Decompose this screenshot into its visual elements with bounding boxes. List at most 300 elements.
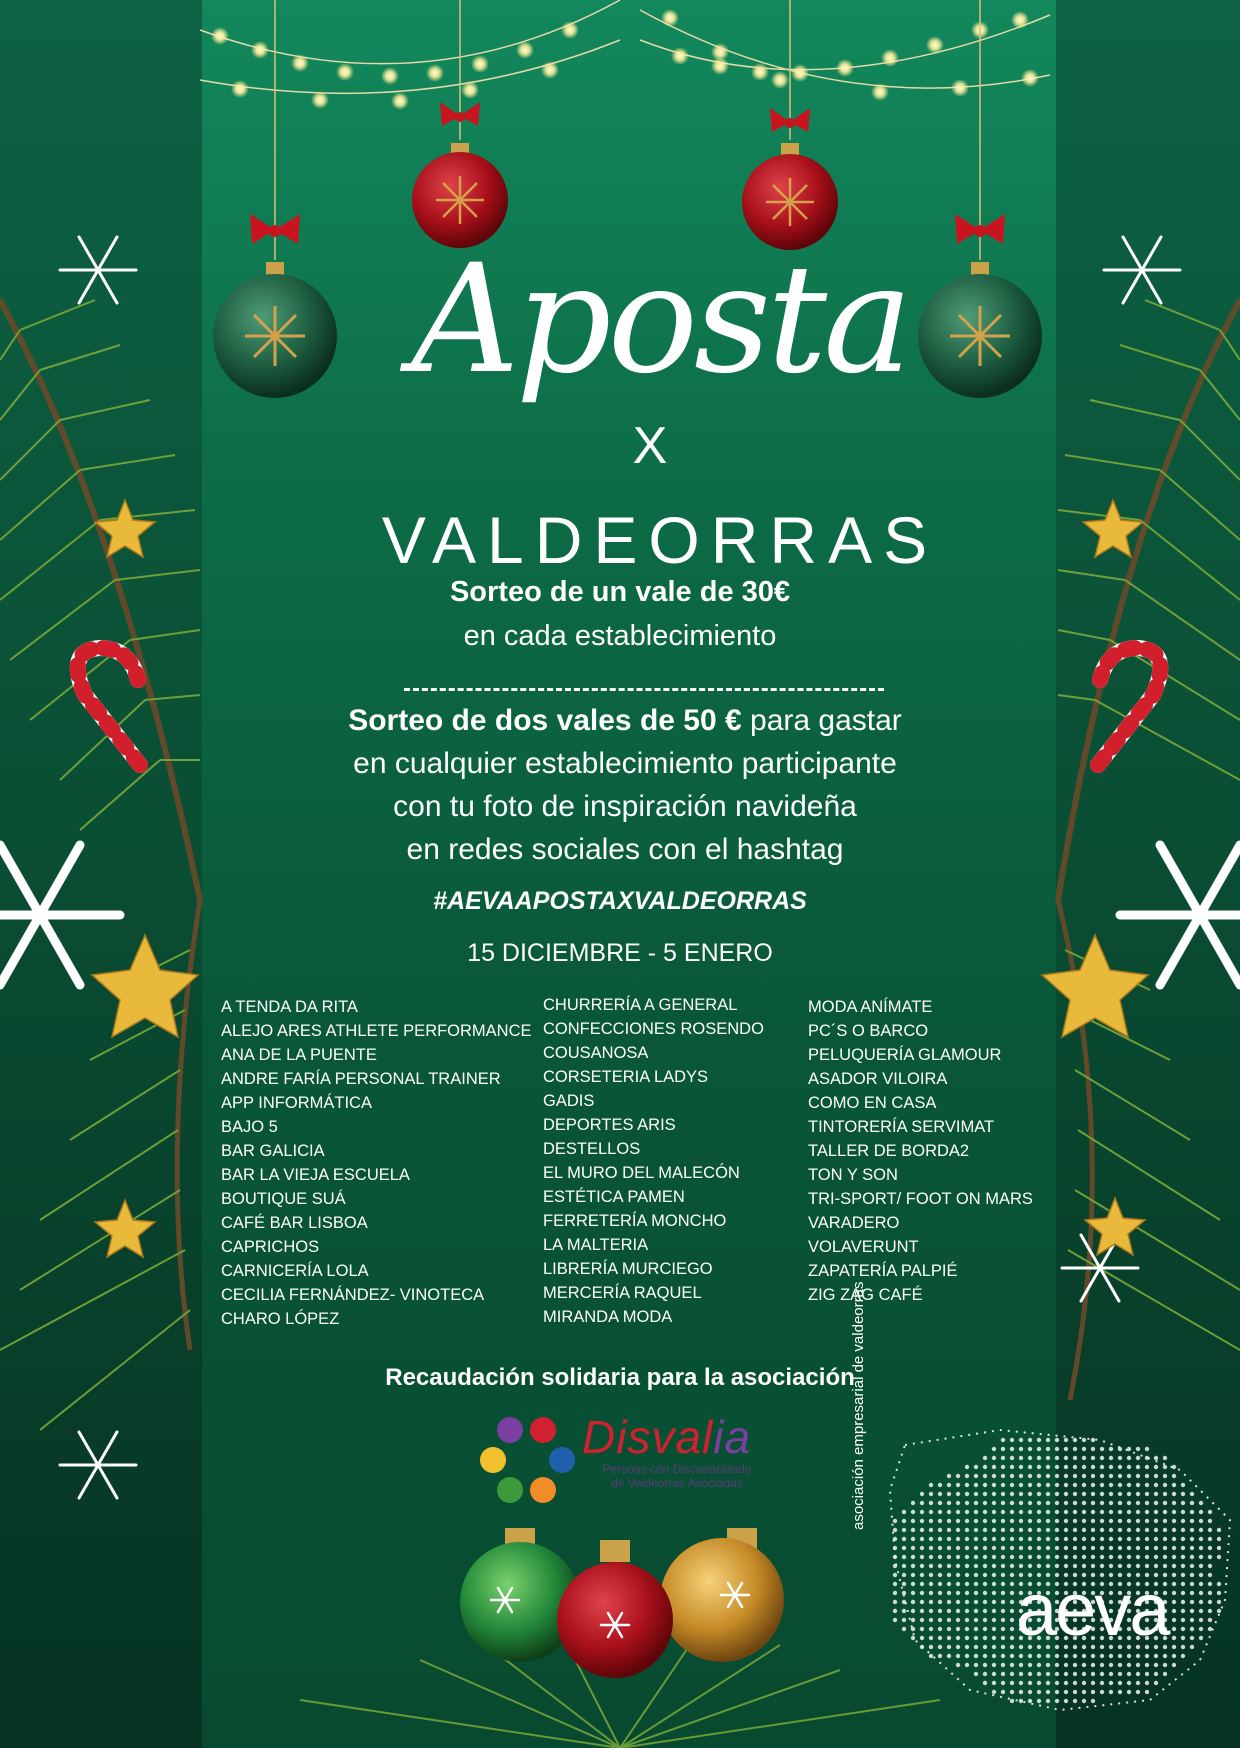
aeva-map-dot [974,1519,978,1523]
aeva-map-dot [992,1582,996,1586]
aeva-map-dot [1208,1510,1212,1514]
aeva-map-dot [1064,1501,1068,1505]
title-script: Aposta [411,233,909,407]
aeva-map-dot [1064,1663,1068,1667]
aeva-map-dot [1037,1492,1041,1496]
aeva-map-dot [1055,1681,1059,1685]
aeva-map-dot [965,1519,969,1523]
aeva-map-dot [1001,1645,1005,1649]
aeva-map-dot [893,1519,897,1523]
aeva-map-dot [956,1546,960,1550]
aeva-map-dot [956,1645,960,1649]
establishment-item: DESTELLOS [543,1140,641,1158]
aeva-map-dot [974,1591,978,1595]
aeva-map-dot [1082,1672,1086,1676]
aeva-map-dot [1118,1510,1122,1514]
aeva-map-dot [1145,1528,1149,1532]
aeva-map-dot [1010,1600,1014,1604]
aeva-map-dot [902,1528,906,1532]
aeva-map-dot [1181,1645,1185,1649]
aeva-map-dot [1199,1555,1203,1559]
aeva-map-dot [1172,1600,1176,1604]
aeva-map-dot [1091,1438,1095,1442]
aeva-map-dot [983,1546,987,1550]
aeva-map-dot [1100,1681,1104,1685]
establishment-item: COMO EN CASA [808,1094,937,1112]
aeva-map-dot [1154,1681,1158,1685]
aeva-map-dot [911,1537,915,1541]
aeva-map-dot [1019,1663,1023,1667]
aeva-map-dot [1055,1654,1059,1658]
aeva-map-dot [965,1537,969,1541]
aeva-map-dot [1118,1654,1122,1658]
aeva-map-dot [1172,1537,1176,1541]
aeva-map-dot [1082,1438,1086,1442]
aeva-map-dot [1001,1627,1005,1631]
aeva-map-dot [1019,1528,1023,1532]
aeva-map-dot [920,1510,924,1514]
aeva-map-dot [1001,1609,1005,1613]
aeva-map-dot [1190,1510,1194,1514]
aeva-map-dot [938,1546,942,1550]
aeva-map-dot [983,1528,987,1532]
aeva-map-dot [1208,1546,1212,1550]
aeva-map-dot [1100,1501,1104,1505]
aeva-map-dot [1046,1681,1050,1685]
aeva-map-dot [1091,1456,1095,1460]
aeva-map-dot [1073,1438,1077,1442]
aeva-map-dot [974,1501,978,1505]
aeva-map-dot [1010,1510,1014,1514]
aeva-map-dot [1001,1501,1005,1505]
establishment-item: CECILIA FERNÁNDEZ- VINOTECA [221,1286,485,1304]
aeva-map-dot [1001,1492,1005,1496]
aeva-map-dot [956,1582,960,1586]
aeva-map-dot [1136,1690,1140,1694]
aeva-map-dot [1100,1456,1104,1460]
disvalia-name-a: Disval [582,1411,714,1463]
aeva-map-dot [1046,1555,1050,1559]
aeva-map-dot [974,1672,978,1676]
aeva-map-dot [1064,1528,1068,1532]
aeva-map-dot [1055,1690,1059,1694]
aeva-map-dot [1199,1564,1203,1568]
aeva-map-dot [1154,1537,1158,1541]
aeva-map-dot [1208,1600,1212,1604]
aeva-map-dot [1118,1492,1122,1496]
aeva-map-dot [1127,1528,1131,1532]
aeva-map-dot [893,1618,897,1622]
aeva-map-dot [1136,1519,1140,1523]
aeva-map-dot [1010,1636,1014,1640]
establishment-item: CARNICERÍA LOLA [221,1262,369,1280]
aeva-map-dot [1199,1510,1203,1514]
aeva-map-dot [1163,1546,1167,1550]
aeva-map-dot [1163,1492,1167,1496]
aeva-map-dot [1208,1528,1212,1532]
aeva-map-dot [1217,1609,1221,1613]
aeva-map-dot [1100,1555,1104,1559]
aeva-map-dot [1109,1501,1113,1505]
aeva-map-dot [1181,1492,1185,1496]
aeva-map-dot [1118,1672,1122,1676]
aeva-map-dot [1136,1510,1140,1514]
aeva-map-dot [1100,1465,1104,1469]
aeva-map-dot [1028,1555,1032,1559]
aeva-map-dot [956,1618,960,1622]
aeva-map-dot [974,1492,978,1496]
aeva-map-dot [947,1474,951,1478]
aeva-map-dot [1055,1483,1059,1487]
aeva-map-dot [938,1636,942,1640]
aeva-map-dot [1010,1663,1014,1667]
aeva-map-dot [1001,1555,1005,1559]
aeva-map-dot [902,1555,906,1559]
aeva-map-dot [1001,1528,1005,1532]
aeva-map-dot [920,1645,924,1649]
aeva-map-dot [947,1546,951,1550]
aeva-map-dot [1001,1591,1005,1595]
aeva-map-dot [1181,1618,1185,1622]
aeva-map-dot [902,1618,906,1622]
aeva-map-dot [1118,1681,1122,1685]
aeva-map-dot [974,1573,978,1577]
aeva-map-dot [965,1483,969,1487]
aeva-map-dot [1010,1474,1014,1478]
aeva-map-dot [1001,1654,1005,1658]
aeva-map-dot [1010,1447,1014,1451]
aeva-map-dot [1073,1663,1077,1667]
aeva-map-dot [902,1573,906,1577]
aeva-map-dot [947,1618,951,1622]
aeva-map-dot [1199,1546,1203,1550]
aeva-map-dot [1091,1465,1095,1469]
aeva-map-dot [1082,1474,1086,1478]
hashtag: #AEVAAPOSTAXVALDEORRAS [433,887,807,915]
aeva-map-dot [1118,1456,1122,1460]
aeva-map-dot [1082,1519,1086,1523]
aeva-map-dot [947,1519,951,1523]
aeva-map-dot [1208,1591,1212,1595]
establishment-item: PC´S O BARCO [808,1022,929,1040]
aeva-map-dot [1073,1672,1077,1676]
aeva-map-dot [1190,1492,1194,1496]
aeva-map-dot [1028,1654,1032,1658]
aeva-map-dot [1118,1501,1122,1505]
aeva-map-dot [1046,1483,1050,1487]
aeva-map-dot [911,1528,915,1532]
aeva-map-dot [1037,1528,1041,1532]
aeva-map-dot [938,1501,942,1505]
aeva-map-dot [1046,1546,1050,1550]
aeva-map-dot [911,1519,915,1523]
aeva-map-dot [1010,1591,1014,1595]
aeva-map-dot [1100,1519,1104,1523]
aeva-map-dot [1028,1483,1032,1487]
aeva-map-dot [1118,1474,1122,1478]
aeva-map-dot [1172,1474,1176,1478]
aeva-map-dot [1217,1600,1221,1604]
aeva-map-dot [1028,1672,1032,1676]
aeva-map-dot [1127,1555,1131,1559]
aeva-map-dot [1154,1546,1158,1550]
aeva-map-dot [1127,1510,1131,1514]
aeva-map-dot [1109,1654,1113,1658]
aeva-map-dot [1127,1483,1131,1487]
aeva-map-dot [1028,1510,1032,1514]
aeva-map-dot [1145,1510,1149,1514]
aeva-map-dot [1082,1483,1086,1487]
establishment-item: LIBRERÍA MURCIEGO [543,1260,713,1278]
aeva-map-dot [1127,1663,1131,1667]
aeva-map-dot [1064,1510,1068,1514]
aeva-map-dot [1073,1690,1077,1694]
aeva-map-dot [1145,1456,1149,1460]
aeva-map-dot [1199,1600,1203,1604]
aeva-map-dot [1154,1510,1158,1514]
aeva-map-dot [1001,1546,1005,1550]
establishment-item: TRI-SPORT/ FOOT ON MARS [808,1190,1033,1208]
aeva-map-dot [911,1636,915,1640]
aeva-map-dot [983,1456,987,1460]
raffle-2-line-3: con tu foto de inspiración navideña [393,790,857,823]
aeva-map-dot [893,1591,897,1595]
aeva-map-dot [1190,1537,1194,1541]
aeva-map-dot [1100,1528,1104,1532]
aeva-map-dot [956,1609,960,1613]
aeva-map-dot [974,1474,978,1478]
disvalia-subtitle-2: de Valdeorras Asociadas [611,1476,743,1490]
establishment-item: LA MALTERIA [543,1236,649,1254]
aeva-map-dot [1037,1690,1041,1694]
aeva-map-dot [1181,1546,1185,1550]
aeva-map-dot [938,1555,942,1559]
aeva-map-dot [1100,1537,1104,1541]
aeva-map-dot [1217,1555,1221,1559]
aeva-map-dot [1037,1438,1041,1442]
aeva-map-dot [1010,1609,1014,1613]
aeva-map-dot [1199,1609,1203,1613]
aeva-map-dot [992,1636,996,1640]
aeva-map-dot [920,1627,924,1631]
aeva-map-dot [956,1591,960,1595]
aeva-map-dot [983,1672,987,1676]
aeva-map-dot [1064,1672,1068,1676]
aeva-map-dot [929,1501,933,1505]
aeva-map-dot [965,1573,969,1577]
aeva-map-dot [1010,1699,1014,1703]
aeva-map-dot [1190,1645,1194,1649]
aeva-map-dot [1055,1555,1059,1559]
aeva-map-dot [1064,1537,1068,1541]
aeva-map-dot [1055,1501,1059,1505]
aeva-map-dot [1217,1591,1221,1595]
aeva-map-dot [983,1636,987,1640]
aeva-map-dot [965,1465,969,1469]
aeva-map-dot [929,1573,933,1577]
aeva-map-dot [1037,1663,1041,1667]
aeva-map-dot [1028,1474,1032,1478]
campaign-dates: 15 DICIEMBRE - 5 ENERO [467,939,773,967]
aeva-map-dot [1091,1654,1095,1658]
establishment-item: MODA ANÍMATE [808,998,933,1016]
aeva-map-dot [1046,1672,1050,1676]
aeva-map-dot [983,1627,987,1631]
aeva-map-dot [1073,1555,1077,1559]
aeva-map-dot [1199,1501,1203,1505]
aeva-map-dot [1172,1501,1176,1505]
aeva-map-dot [1118,1663,1122,1667]
aeva-map-dot [938,1528,942,1532]
aeva-map-dot [929,1654,933,1658]
aeva-map-dot [1010,1528,1014,1532]
aeva-map-dot [1001,1690,1005,1694]
aeva-map-dot [992,1447,996,1451]
aeva-map-dot [938,1519,942,1523]
aeva-map-dot [1190,1501,1194,1505]
aeva-map-dot [1055,1699,1059,1703]
aeva-map-dot [983,1609,987,1613]
aeva-map-dot [1064,1690,1068,1694]
aeva-map-dot [1001,1483,1005,1487]
aeva-map-dot [920,1564,924,1568]
aeva-map-dot [1082,1663,1086,1667]
aeva-map-dot [1190,1564,1194,1568]
aeva-map-dot [1136,1528,1140,1532]
aeva-map-dot [1163,1555,1167,1559]
aeva-map-dot [1127,1672,1131,1676]
aeva-map-dot [1091,1546,1095,1550]
aeva-map-dot [965,1609,969,1613]
aeva-map-dot [983,1582,987,1586]
aeva-map-dot [983,1654,987,1658]
aeva-map-dot [974,1555,978,1559]
aeva-map-dot [1172,1510,1176,1514]
aeva-map-dot [947,1573,951,1577]
aeva-map-dot [965,1501,969,1505]
aeva-map-dot [947,1537,951,1541]
aeva-map-dot [983,1663,987,1667]
aeva-map-dot [1073,1537,1077,1541]
aeva-map-dot [911,1510,915,1514]
aeva-map-dot [1046,1510,1050,1514]
aeva-map-dot [965,1627,969,1631]
aeva-map-dot [1082,1492,1086,1496]
aeva-map-dot [1190,1636,1194,1640]
aeva-map-dot [1172,1483,1176,1487]
aeva-map-dot [1073,1501,1077,1505]
aeva-map-dot [1163,1528,1167,1532]
aeva-map-dot [992,1474,996,1478]
aeva-map-dot [965,1654,969,1658]
aeva-map-dot [1019,1537,1023,1541]
aeva-map-dot [1127,1447,1131,1451]
establishment-item: EL MURO DEL MALECÓN [543,1164,740,1182]
aeva-map-dot [1082,1546,1086,1550]
aeva-map-dot [920,1519,924,1523]
aeva-map-dot [1064,1546,1068,1550]
aeva-map-dot [1091,1474,1095,1478]
aeva-map-dot [1055,1519,1059,1523]
establishment-item: APP INFORMÁTICA [221,1094,372,1112]
aeva-map-dot [1082,1456,1086,1460]
aeva-map-dot [1046,1456,1050,1460]
aeva-map-dot [1010,1546,1014,1550]
aeva-map-dot [1010,1501,1014,1505]
aeva-map-dot [1028,1546,1032,1550]
solidarity-note: Recaudación solidaria para la asociación [385,1364,855,1391]
establishments-column-3 [808,995,1033,1307]
establishment-item: MERCERÍA RAQUEL [543,1284,702,1302]
aeva-map-dot [1028,1699,1032,1703]
aeva-map-dot [1109,1690,1113,1694]
aeva-map-dot [965,1528,969,1532]
aeva-map-dot [1172,1555,1176,1559]
aeva-map-dot [1154,1555,1158,1559]
aeva-map-dot [956,1519,960,1523]
aeva-map-dot [1019,1699,1023,1703]
aeva-map-dot [1163,1519,1167,1523]
aeva-map-dot [1028,1528,1032,1532]
aeva-map-dot [1019,1447,1023,1451]
aeva-map-dot [1091,1663,1095,1667]
aeva-map-dot [893,1555,897,1559]
aeva-map-dot [1046,1663,1050,1667]
aeva-map-dot [1136,1501,1140,1505]
aeva-map-dot [1019,1501,1023,1505]
aeva-map-dot [893,1564,897,1568]
aeva-map-dot [1190,1600,1194,1604]
aeva-map-dot [920,1618,924,1622]
aeva-map-dot [956,1654,960,1658]
establishment-item: ESTÉTICA PAMEN [543,1188,685,1206]
aeva-map-dot [1172,1609,1176,1613]
aeva-map-dot [992,1501,996,1505]
aeva-map-dot [911,1618,915,1622]
aeva-map-dot [920,1528,924,1532]
aeva-map-dot [1172,1663,1176,1667]
aeva-map-dot [1001,1618,1005,1622]
aeva-map-dot [1109,1681,1113,1685]
establishment-item: ANDRE FARÍA PERSONAL TRAINER [221,1070,501,1088]
aeva-map-dot [1208,1618,1212,1622]
aeva-map-dot [1019,1546,1023,1550]
aeva-map-dot [929,1546,933,1550]
aeva-map-dot [1127,1519,1131,1523]
aeva-map-dot [1136,1555,1140,1559]
aeva-map-dot [1145,1501,1149,1505]
aeva-map-dot [992,1663,996,1667]
establishment-item: CHURRERÍA A GENERAL [543,996,738,1014]
aeva-map-dot [1208,1564,1212,1568]
aeva-map-dot [1010,1483,1014,1487]
aeva-map-dot [1001,1537,1005,1541]
establishment-item: BAR GALICIA [221,1142,325,1160]
aeva-map-dot [1064,1447,1068,1451]
aeva-map-dot [929,1618,933,1622]
aeva-map-dot [1136,1672,1140,1676]
establishment-item: ZIG ZAG CAFÉ [808,1286,923,1304]
raffle-2-line-1 [240,699,1010,742]
aeva-map-dot [992,1591,996,1595]
aeva-map-dot [1109,1546,1113,1550]
establishment-item: A TENDA DA RITA [221,998,358,1016]
aeva-map-dot [1055,1447,1059,1451]
aeva-map-dot [1127,1537,1131,1541]
aeva-logo: aeva [1016,1568,1169,1651]
aeva-map-dot [974,1582,978,1586]
aeva-map-dot [974,1663,978,1667]
